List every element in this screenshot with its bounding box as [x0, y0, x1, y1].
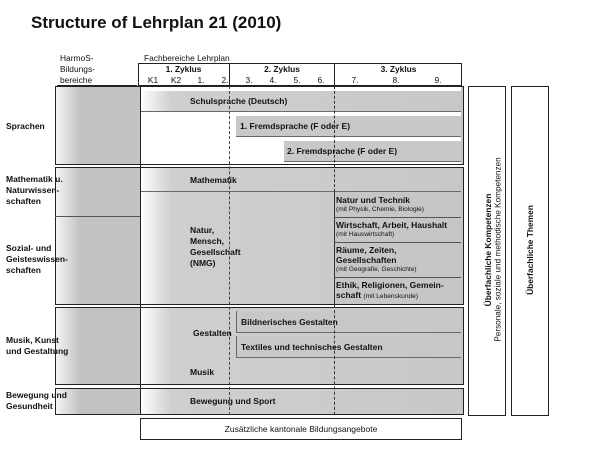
cycle-1-label: 1. Zyklus — [165, 64, 202, 74]
row-label-line: schaften — [6, 265, 41, 275]
harmos-header-line: bereiche — [60, 75, 93, 85]
footer-box: Zusätzliche kantonale Bildungsangebote — [140, 418, 462, 440]
grade-label: 9. — [434, 75, 442, 85]
subject-name-line: Gesellschaften — [336, 255, 397, 265]
cycle-2-dashed-divider — [334, 86, 335, 192]
row-label-line: und Gestaltung — [6, 346, 69, 356]
row-separator — [55, 216, 141, 217]
nmg-label — [190, 225, 241, 269]
bar-musik: Musik — [190, 367, 215, 377]
grade-label: K1 — [147, 75, 159, 85]
subject-note: (mit Geografie, Geschichte) — [336, 266, 417, 273]
cycle-2-label: 2. Zyklus — [264, 64, 300, 74]
nmg-label-line: Natur, — [190, 225, 215, 235]
bar-fremdsprache-1: 1. Fremdsprache (F oder E) — [236, 116, 461, 137]
cycle-1-dashed-divider — [229, 86, 230, 415]
subject-note: (mit Lebenskunde) — [363, 293, 419, 300]
label-column-divider — [140, 86, 141, 415]
bar-mathematik: Mathematik — [141, 168, 461, 192]
cycle-2-dashed-divider — [334, 305, 335, 415]
grade-label: 8. — [392, 75, 400, 85]
row-label-line: Geisteswissen- — [6, 254, 68, 264]
row-label-sozial — [6, 243, 68, 276]
nmg-label-line: Mensch, — [190, 236, 225, 246]
subject-divider — [334, 217, 461, 218]
row-label-line: Gesundheit — [6, 401, 53, 411]
fachbereiche-header: Fachbereiche Lehrplan — [144, 53, 230, 63]
subject-name: Wirtschaft, Arbeit, Haushalt — [336, 220, 448, 230]
row-label-line: schaften — [6, 196, 41, 206]
harmos-header — [60, 53, 95, 86]
grade-label: K2 — [170, 75, 182, 85]
subject-natur-technik — [336, 195, 424, 215]
harmos-header-line: Bildungs- — [60, 64, 95, 74]
grade-label: 2. — [221, 75, 229, 85]
gestalten-label: Gestalten — [193, 328, 232, 338]
subject-wirtschaft — [336, 220, 447, 240]
grade-label: 3. — [245, 75, 253, 85]
subject-name-line: Ethik, Religionen, Gemein- — [336, 280, 444, 290]
row-label-bewegung — [6, 390, 67, 412]
row-label-line: Bewegung und — [6, 390, 67, 400]
side-themen-title: Überfachliche Themen — [525, 205, 535, 295]
subject-divider — [334, 277, 461, 278]
subject-raeume — [336, 245, 417, 275]
grade-label: 5. — [293, 75, 301, 85]
subject-note: (mit Hauswirtschaft) — [336, 231, 395, 238]
subject-name-line: Räume, Zeiten, — [336, 245, 397, 255]
grade-label: 7. — [351, 75, 359, 85]
row-label-line: Sozial- und — [6, 243, 52, 253]
row-label-mathematik — [6, 174, 63, 207]
page-title: Structure of Lehrplan 21 (2010) — [31, 13, 282, 32]
subject-name-continued — [336, 290, 444, 302]
harmos-header-line: HarmoS- — [60, 53, 94, 63]
row-label-sprachen: Sprachen — [6, 121, 45, 131]
subject-note: (mit Physik, Chemie, Biologie) — [336, 206, 424, 213]
subject-divider — [334, 242, 461, 243]
side-kompetenzen-subtitle: Personale, soziale und methodische Kompetenzen — [493, 157, 503, 342]
cycle-3-label: 3. Zyklus — [380, 64, 417, 74]
subject-name-line: schaft — [336, 290, 362, 300]
row-label-line: Musik, Kunst — [6, 335, 59, 345]
subject-name: Natur und Technik — [336, 195, 410, 205]
grade-label: 6. — [317, 75, 325, 85]
grade-label: 4. — [269, 75, 277, 85]
bar-bewegung: Bewegung und Sport — [141, 389, 461, 414]
nmg-label-line: Gesellschaft — [190, 247, 241, 257]
subject-ethik — [336, 280, 444, 302]
bar-textiles: Textiles und technisches Gestalten — [236, 336, 461, 358]
bar-schulsprache: Schulsprache (Deutsch) — [141, 91, 461, 112]
bar-fremdsprache-2: 2. Fremdsprache (F oder E) — [284, 141, 461, 162]
row-label-musik — [6, 335, 68, 357]
row-label-line: Mathematik u. — [6, 174, 63, 184]
grade-label: 1. — [197, 75, 205, 85]
nmg-label-line: (NMG) — [190, 258, 216, 268]
side-kompetenzen-title: Überfachliche Kompetenzen — [483, 193, 493, 307]
row-label-line: Naturwissen- — [6, 185, 60, 195]
bar-bildnerisches: Bildnerisches Gestalten — [236, 311, 461, 333]
